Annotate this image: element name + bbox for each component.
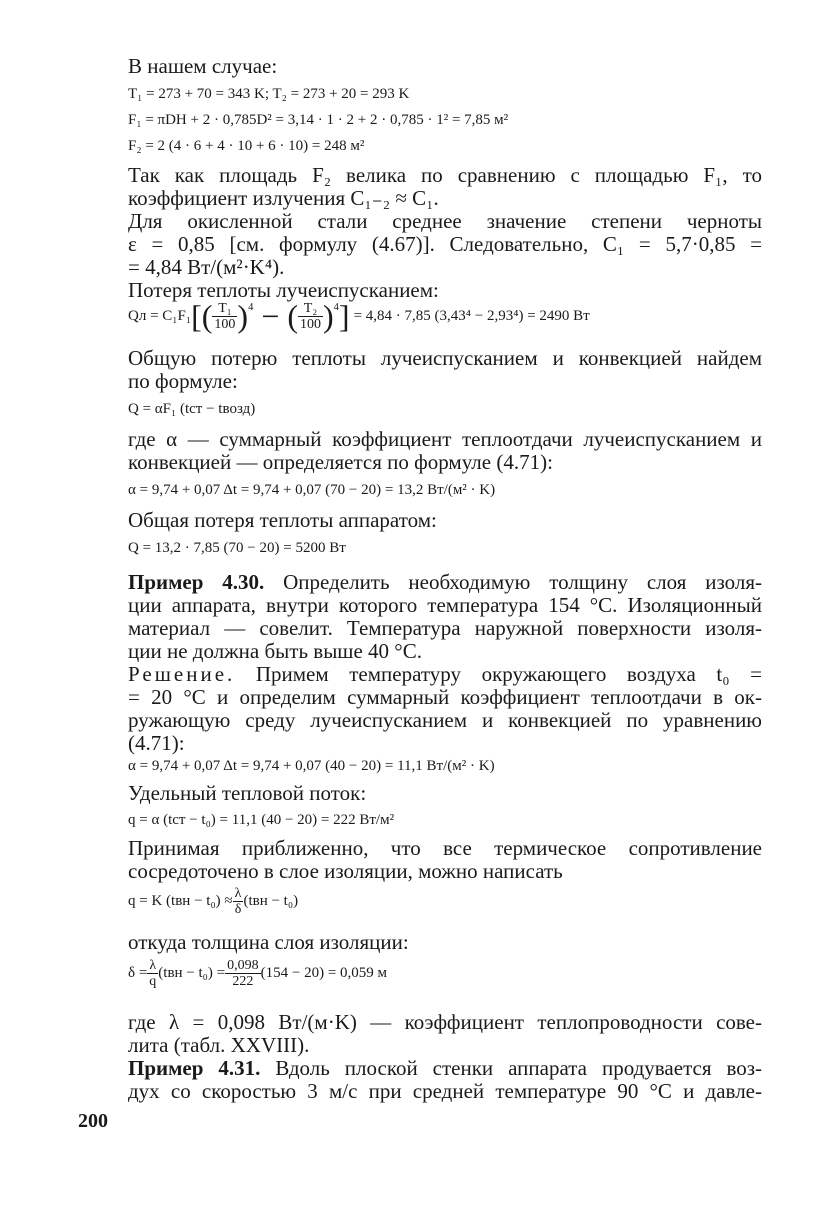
fraction-numerator: 0,098 <box>227 958 259 973</box>
exponent: 4 <box>248 302 254 313</box>
equation-heat-flux: q = α (tст − t₀) = 11,1 (40 − 20) = 222 Вт/м² <box>128 812 395 828</box>
text-line: Так как площадь F₂ велика по сравнению с площадью F₁, то <box>128 163 762 187</box>
text-line: лита (табл. XXVIII). <box>128 1033 310 1057</box>
equation-thickness <box>128 958 387 989</box>
text-line: Общую потерю теплоты лучеиспусканием и конвекцией найдем <box>128 346 762 370</box>
text-line: Потеря теплоты лучеиспусканием: <box>128 278 439 302</box>
solution-label: Решение. <box>128 662 236 686</box>
text-line: материал — совелит. Температура наружной поверхности изоля- <box>128 616 762 640</box>
example-heading <box>128 1056 762 1081</box>
example-text: Определить необходимую толщину слоя изоля- <box>264 570 762 594</box>
radiation-lhs: Qл = C₁F₁ <box>128 307 192 324</box>
fraction-numerator: T₁ <box>212 301 237 317</box>
text-line: В нашем случае: <box>128 54 278 78</box>
text-line: коэффициент излучения C₁₋₂ ≈ C₁. <box>128 186 439 210</box>
fraction-denominator: δ <box>234 902 242 917</box>
fraction-t1 <box>212 301 237 332</box>
exponent: 4 <box>333 302 339 313</box>
fraction-lambda-delta <box>233 886 244 917</box>
fraction-0098-222 <box>225 958 261 989</box>
paren-close: ) <box>323 298 334 334</box>
text-line: дух со скоростью 3 м/с при средней температуре 90 °С и давле- <box>128 1079 762 1103</box>
equation-alpha: α = 9,74 + 0,07 Δt = 9,74 + 0,07 (70 − 20) = 13,2 Вт/(м² · K) <box>128 482 496 498</box>
text-line: ции не должна быть выше 40 °С. <box>128 639 422 663</box>
fraction-denominator: 100 <box>214 316 236 332</box>
equation-total-loss: Q = αF₁ (tст − tвозд) <box>128 401 256 417</box>
fraction-denominator: 222 <box>232 974 254 989</box>
example-label: Пример 4.31. <box>128 1056 261 1080</box>
equation-part: (154 − 20) = 0,059 м <box>260 965 388 981</box>
text-line: по формуле: <box>128 369 238 393</box>
equation-alpha-2: α = 9,74 + 0,07 Δt = 9,74 + 0,07 (40 − 20) = 11,1 Вт/(м² · K) <box>128 758 495 774</box>
fraction-numerator: λ <box>147 958 158 974</box>
text-line: Общая потеря теплоты аппаратом: <box>128 508 437 532</box>
text-line: ружающую среду лучеиспусканием и конвекцией по уравнению <box>128 708 762 732</box>
text-line: = 20 °С и определим суммарный коэффициент теплоотдачи в ок- <box>128 685 762 709</box>
equation-area-f1: F₁ = πDH + 2 · 0,785D² = 3,14 · 1 · 2 + 2 · 0,785 · 1² = 7,85 м² <box>128 112 509 128</box>
example-text: Вдоль плоской стенки аппарата продувается воз- <box>260 1056 763 1080</box>
bracket-close: ] <box>338 298 350 334</box>
text-line: ции аппарата, внутри которого температура 154 °С. Изоляционный <box>128 593 762 617</box>
page-number: 200 <box>78 1110 108 1132</box>
equation-part: δ = <box>128 965 148 981</box>
example-label: Пример 4.30. <box>128 570 265 594</box>
text-line: Принимая приближенно, что все термическое сопротивление <box>128 836 762 860</box>
radiation-result: = 4,84 · 7,85 (3,43⁴ − 2,93⁴) = 2490 Вт <box>353 307 590 324</box>
fraction-lambda-q <box>147 958 158 989</box>
text-line: где λ = 0,098 Вт/(м·K) — коэффициент теплопроводности сове- <box>128 1010 762 1034</box>
solution-heading <box>128 662 762 687</box>
equation-part: (tвн − t₀) <box>243 893 299 909</box>
fraction-denominator: q <box>149 974 157 989</box>
text-line: (4.71): <box>128 731 185 755</box>
paren-close: ) <box>237 298 249 334</box>
fraction-numerator: λ <box>234 886 242 901</box>
text-line: ε = 0,85 [см. формулу (4.67)]. Следовательно, C₁ = 5,7·0,85 = <box>128 232 762 256</box>
text-line: сосредоточено в слое изоляции, можно написать <box>128 859 563 883</box>
equation-area-f2: F₂ = 2 (4 · 6 + 4 · 10 + 6 · 10) = 248 м² <box>128 138 365 154</box>
example-heading <box>128 570 762 595</box>
equation-part: (tвн − t₀) = <box>158 965 226 981</box>
bracket-open: [( <box>191 298 213 334</box>
fraction-t2 <box>298 301 323 332</box>
text-line: = 4,84 Вт/(м²·K⁴). <box>128 255 285 279</box>
equation-part: q = K (tвн − t₀) ≈ <box>128 893 233 909</box>
solution-text: Примем температуру окружающего воздуха t₀ = <box>235 662 762 686</box>
fraction-numerator: T₂ <box>298 301 323 317</box>
equation-temperatures: T₁ = 273 + 70 = 343 K; T₂ = 273 + 20 = 293 K <box>128 86 410 102</box>
text-line: где α — суммарный коэффициент теплоотдачи лучеиспусканием и <box>128 427 762 451</box>
fraction-denominator: 100 <box>300 316 322 332</box>
equation-heat-flux-k <box>128 886 298 917</box>
text-line: откуда толщина слоя изоляции: <box>128 930 409 954</box>
minus-open: − ( <box>253 298 299 334</box>
text-line: Удельный тепловой поток: <box>128 781 367 805</box>
equation-apparatus-loss: Q = 13,2 · 7,85 (70 − 20) = 5200 Вт <box>128 540 346 556</box>
text-line: Для окисленной стали среднее значение степени черноты <box>128 209 762 233</box>
equation-radiation-loss <box>128 300 590 332</box>
text-line: конвекцией — определяется по формуле (4.71): <box>128 450 553 474</box>
